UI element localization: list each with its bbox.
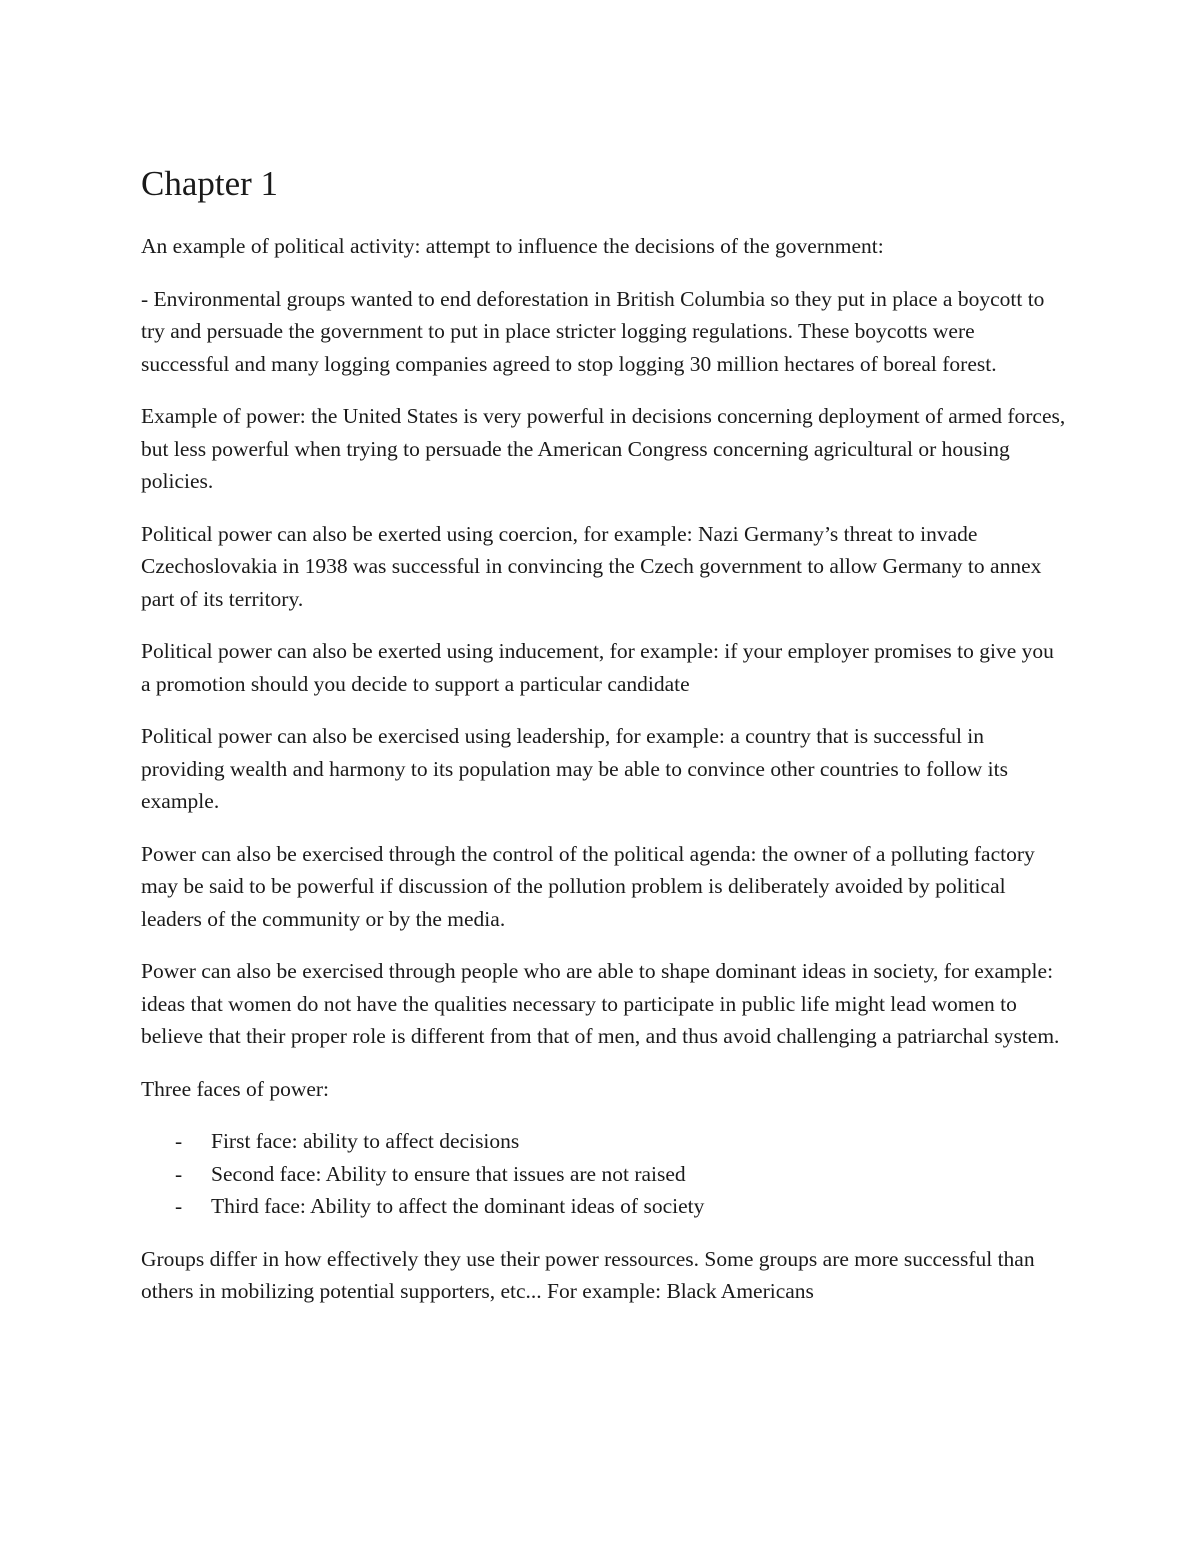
- list-item-text: First face: ability to affect decisions: [211, 1129, 520, 1153]
- paragraph-political-activity: An example of political activity: attempt to influence the decisions of the government:: [141, 234, 884, 258]
- document-body: [141, 160, 1066, 1328]
- paragraph-dominant-ideas: Power can also be exercised through people who are able to shape dominant ideas in society, for example: ideas that women do not have the qualities necessary to participate in public life might lead women to believe that their proper role is different from that of men, and thus avoid challenging a patriarchal system.: [141, 959, 1060, 1048]
- paragraph-three-faces-heading: Three faces of power:: [141, 1076, 330, 1101]
- paragraph-environmental-groups: - Environmental groups wanted to end deforestation in British Columbia so they put in place a boycott to try and persuade the government to put in place stricter logging regulations. These boycotts were successful and many logging companies agreed to stop logging 30 million hectares of boreal forest.: [141, 286, 1045, 376]
- paragraph-coercion: Political power can also be exerted using coercion, for example: Nazi Germany’s threat to invade Czechoslovakia in 1938 was successful in convincing the Czech government to allow Germany to annex part of its territory.: [141, 521, 1042, 611]
- paragraph-example-of-power: Example of power: the United States is very powerful in decisions concerning deployment of armed forces, but less powerful when trying to persuade the American Congress concerning agricultural or housing policies.: [141, 404, 1066, 493]
- three-faces-list: [141, 1125, 1066, 1223]
- paragraph-inducement: Political power can also be exerted using inducement, for example: if your employer promises to give you a promotion should you decide to support a particular candidate: [141, 639, 1054, 696]
- paragraph-leadership: Political power can also be exercised using leadership, for example: a country that is successful in providing wealth and harmony to its population may be able to convince other countries to follow its example.: [141, 724, 1008, 813]
- bullet-marker: -: [175, 1129, 183, 1153]
- bullet-marker: -: [175, 1194, 183, 1218]
- list-item: [141, 1158, 1066, 1191]
- list-item: [141, 1190, 1066, 1223]
- list-item-text: Second face: Ability to ensure that issues are not raised: [211, 1161, 686, 1186]
- paragraph-political-agenda: Power can also be exercised through the control of the political agenda: the owner of a polluting factory may be said to be powerful if discussion of the pollution problem is deliberately avoided by political leaders of the community or by the media.: [141, 841, 1035, 931]
- paragraph-power-ressources: Groups differ in how effectively they use their power ressources. Some groups are more successful than others in mobilizing potential supporters, etc... For example: Black Americans: [141, 1246, 1035, 1303]
- chapter-title: Chapter 1: [141, 164, 279, 203]
- list-item: [141, 1125, 1066, 1158]
- bullet-marker: -: [175, 1161, 183, 1186]
- list-item-text: Third face: Ability to affect the dominant ideas of society: [211, 1194, 705, 1218]
